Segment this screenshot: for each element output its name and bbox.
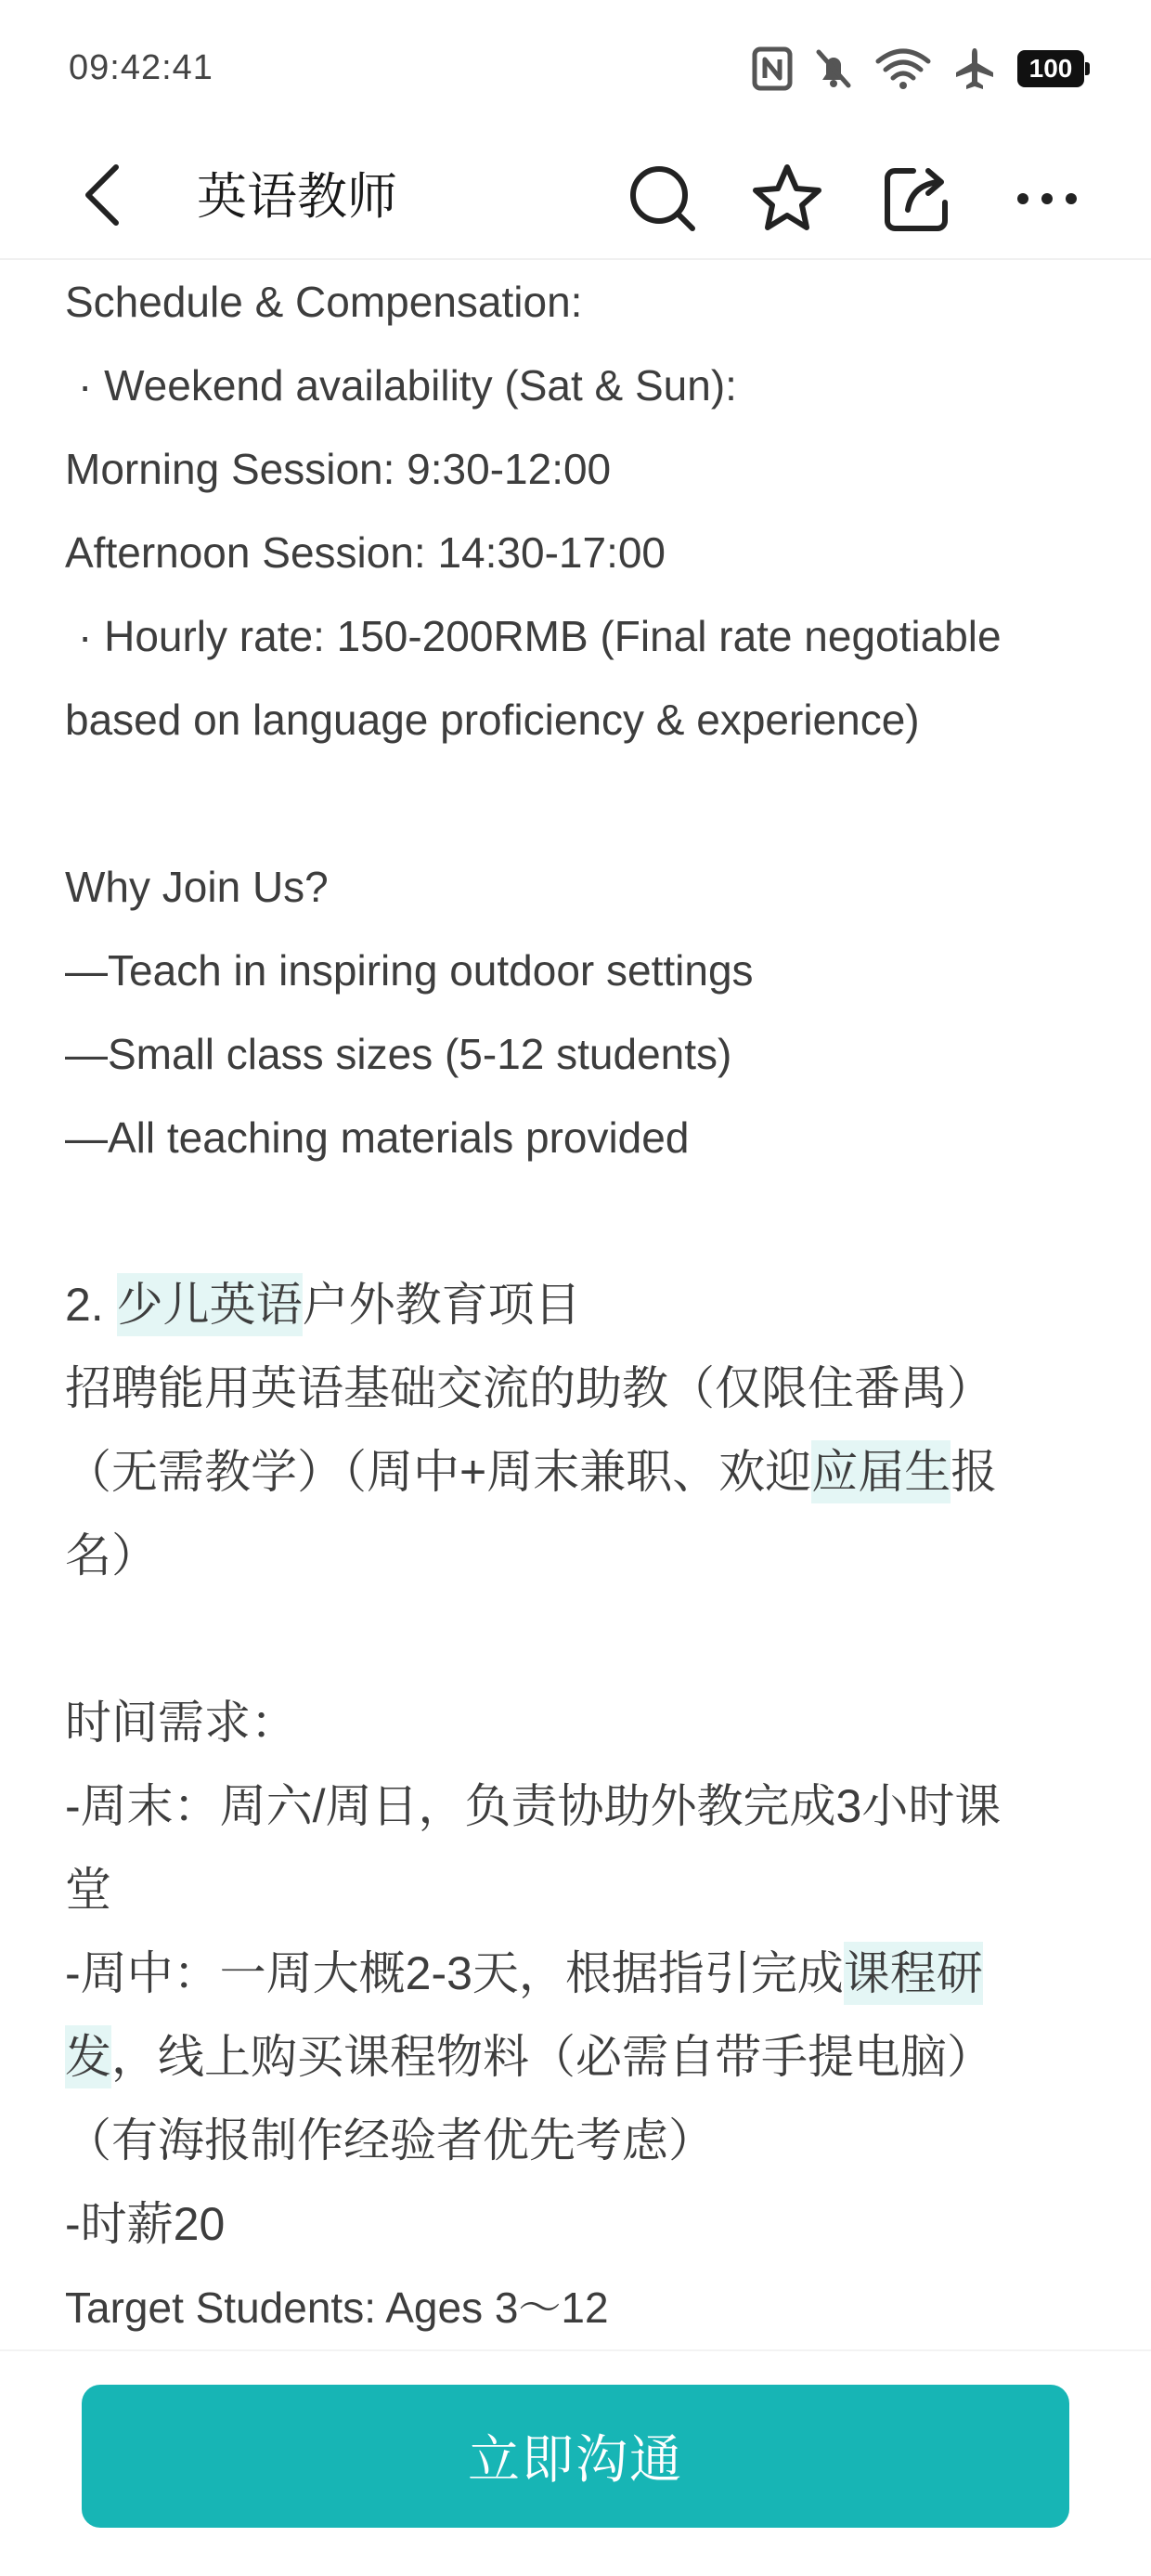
spacer (65, 1597, 1086, 1681)
weekend-availability-line: · Weekend availability (Sat & Sun): (78, 361, 737, 410)
spacer (65, 761, 1086, 845)
weekday-requirement-text: -周中：一周大概2-3天，根据指引完成 (65, 1947, 844, 1999)
favorite-button[interactable] (748, 160, 826, 238)
recruit-line-2-tail: 报 (951, 1446, 998, 1498)
morning-session-line: Morning Session: 9:30-12:00 (65, 445, 612, 493)
nav-bar (0, 139, 1151, 260)
search-icon (626, 162, 700, 236)
back-button[interactable] (65, 149, 139, 241)
project-number: 2. (65, 1279, 117, 1331)
keyword-link-course-development[interactable]: 课程研 (844, 1942, 983, 2005)
chat-now-button[interactable]: 立即沟通 (82, 2385, 1069, 2528)
hourly-rate-line: · Hourly rate: 150-200RMB (Final rate negotiable (78, 612, 1002, 660)
battery-icon: 100 (1017, 50, 1084, 87)
project-title-rest: 户外教育项目 (302, 1279, 581, 1331)
afternoon-session-line: Afternoon Session: 14:30-17:00 (65, 528, 666, 577)
keyword-link-graduates[interactable]: 应届生 (811, 1440, 951, 1503)
recruit-line-2-text: （无需教学）（周中+周末兼职、欢迎 (65, 1446, 812, 1498)
back-arrow-icon (79, 162, 125, 228)
recruit-line-3: 名） (65, 1529, 158, 1581)
why-heading: Why Join Us? (65, 863, 329, 911)
status-time: 09:42:41 (69, 48, 213, 87)
target-students-line: Target Students: Ages 3～12 (65, 2283, 609, 2332)
weekend-requirement-line-continued: 堂 (65, 1864, 111, 1916)
page-title: 英语教师 (197, 169, 397, 225)
share-icon (880, 162, 954, 236)
recruit-line-1: 招聘能用英语基础交流的助教（仅限住番禺） (65, 1362, 993, 1414)
more-button[interactable] (1008, 160, 1086, 238)
time-requirements-heading: 时间需求： (65, 1697, 297, 1749)
recruit-line-2 (65, 1430, 1086, 1514)
wifi-icon (874, 46, 932, 91)
status-icons (752, 43, 1084, 95)
keyword-link-kids-english[interactable]: 少儿英语 (117, 1273, 303, 1336)
why-item-2: —Small class sizes (5-12 students) (65, 1030, 732, 1078)
hourly-rate-line-continued: based on language proficiency & experience) (65, 696, 920, 744)
status-bar (0, 0, 1151, 139)
job-description (65, 260, 1086, 2349)
hourly-pay-line: -时薪20 (65, 2198, 226, 2250)
bottom-bar (0, 2349, 1151, 2576)
weekend-requirement-line: -周末：周六/周日，负责协助外教完成3小时课 (65, 1780, 1002, 1832)
weekday-requirement-tail: ，线上购买课程物料（必需自带手提电脑） (111, 2031, 993, 2083)
mute-icon (813, 46, 854, 91)
search-button[interactable] (624, 160, 702, 238)
spacer (65, 1179, 1086, 1263)
more-icon (1010, 162, 1084, 236)
weekday-requirement-line-continued (65, 2015, 1086, 2099)
why-item-3: —All teaching materials provided (65, 1113, 690, 1162)
keyword-link-course-development-cont[interactable]: 发 (65, 2025, 111, 2088)
why-item-1: —Teach in inspiring outdoor settings (65, 946, 754, 995)
nfc-icon (752, 46, 793, 91)
share-button[interactable] (878, 160, 956, 238)
weekday-requirement-line (65, 1932, 1086, 2015)
star-icon (750, 162, 824, 236)
project-title (65, 1263, 1086, 1347)
poster-experience-line: （有海报制作经验者优先考虑） (65, 2114, 715, 2166)
schedule-heading: Schedule & Compensation: (65, 278, 583, 326)
airplane-icon (952, 46, 997, 91)
